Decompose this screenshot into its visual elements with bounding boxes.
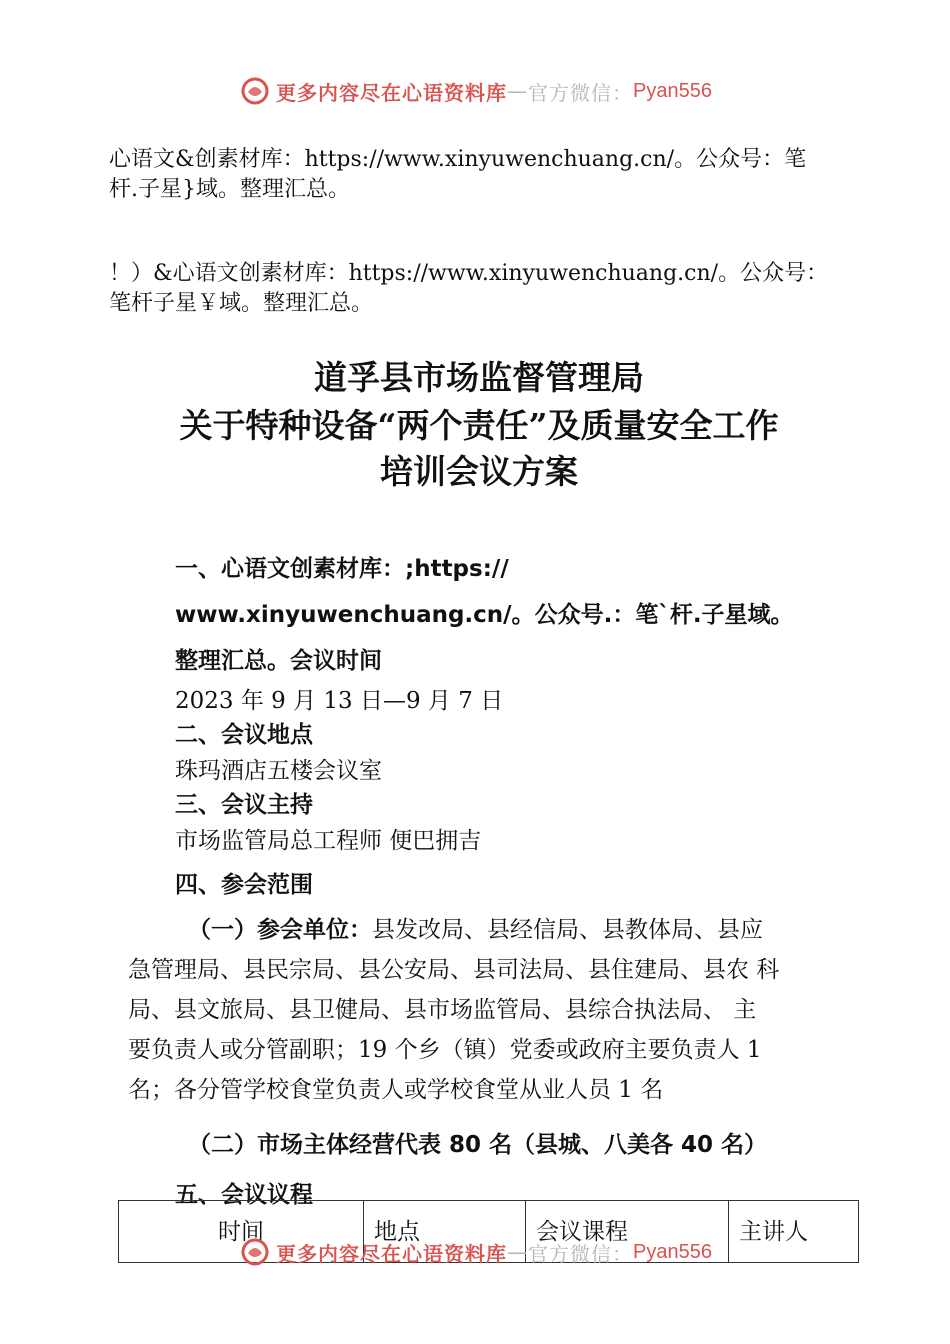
section-1-heading-line-2: www.xinyuwenchuang.cn/。公众号.：笔`杆.子星域。 [175,602,794,628]
agenda-header-course: 会议课程 [526,1201,729,1263]
intro-2-line-1: ！）&心语文创素材库：https://www.xinyuwenchuang.cn/。公众号： [109,261,829,286]
watermark-brand: 更多内容尽在心语资料库 [276,80,507,105]
units-line-2: 急管理局、县民宗局、县公安局、县司法局、县住建局、县农 科 [128,957,780,983]
units-line-3: 局、县文旅局、县卫健局、县市场监管局、县综合执法局、 主 [128,997,757,1023]
watermark-wechat-label: 官方微信： [528,1241,633,1266]
watermark-wechat-id: Pyan556 [633,1240,712,1263]
intro-1-line-2: 杆.子星}域。整理汇总。 [109,177,350,202]
section-1-heading-line-3: 整理汇总。会议时间 [175,648,382,674]
watermark-wechat-id: Pyan556 [633,79,712,102]
agenda-header-time: 时间 [119,1201,364,1263]
watermark-dash: — [507,1240,528,1264]
watermark-top [240,76,712,106]
intro-2-line-2: 笔杆子星￥域。整理汇总。 [109,291,374,316]
meeting-host: 市场监管局总工程师 便巴拥吉 [175,828,482,854]
units-line-5: 名；各分管学校食堂负责人或学校食堂从业人员 1 名 [128,1077,664,1103]
xinyu-logo-icon [240,1237,270,1267]
participating-units [128,910,848,1110]
market-representatives: （二）市场主体经营代表 80 名（县城、八美各 40 名） [188,1132,768,1158]
title-line-2: 关于特种设备“两个责任”及质量安全工作 [179,406,779,445]
section-4-heading: 四、参会范围 [175,872,313,898]
title-line-3: 培训会议方案 [380,452,578,491]
meeting-time: 2023 年 9 月 13 日—9 月 7 日 [175,688,504,714]
intro-paragraph-1 [109,145,879,205]
units-line-4: 要负责人或分管副职；19 个乡（镇）党委或政府主要负责人 1 [128,1037,762,1063]
units-line-1: 县发改局、县经信局、县教体局、县应 [372,917,763,943]
section-2-heading: 二、会议地点 [175,722,313,748]
agenda-header-location: 地点 [364,1201,526,1263]
watermark-bottom [240,1237,712,1267]
intro-1-line-1: 心语文&创素材库：https://www.xinyuwenchuang.cn/。公众号：笔 [109,147,807,172]
watermark-dash: — [507,79,528,103]
section-1-heading-line-1: 一、心语文创素材库：;https:// [175,556,509,582]
watermark-wechat-label: 官方微信： [528,80,633,105]
watermark-brand: 更多内容尽在心语资料库 [276,1241,507,1266]
intro-paragraph-2 [109,259,879,319]
meeting-location: 珠玛酒店五楼会议室 [175,758,382,784]
xinyu-logo-icon [240,76,270,106]
title-line-1: 道孚县市场监督管理局 [314,358,644,397]
participating-units-label: （一）参会单位： [188,917,372,943]
section-5-heading: 五、会议议程 [175,1182,313,1208]
agenda-header-speaker: 主讲人 [729,1201,859,1263]
section-3-heading: 三、会议主持 [175,792,313,818]
